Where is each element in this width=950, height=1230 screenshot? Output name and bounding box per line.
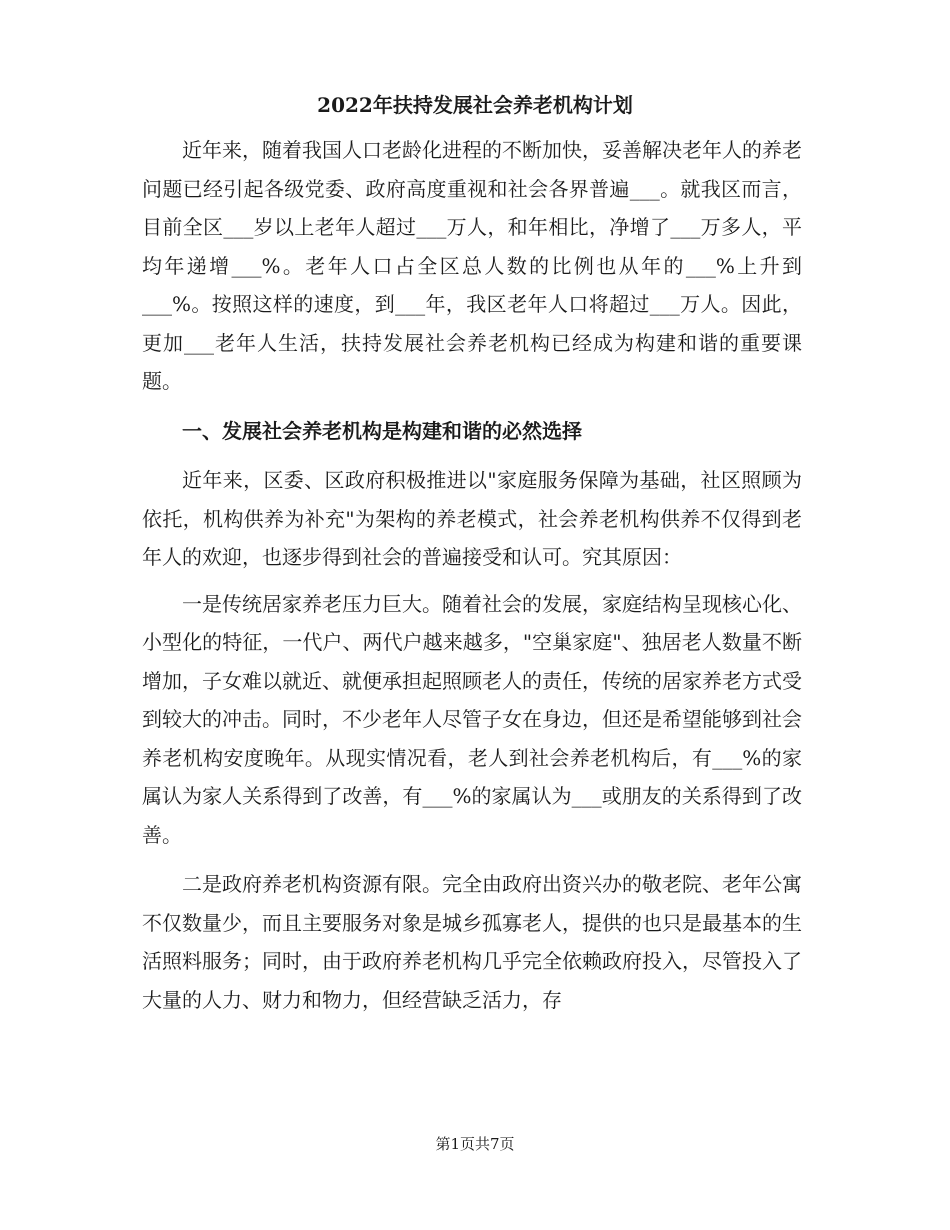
paragraph-point-one: 一是传统居家养老压力巨大。随着社会的发展，家庭结构呈现核心化、小型化的特征，一代户、两代户越来越多，"空巢家庭"、独居老人数量不断增加，子女难以就近、就便承担起照顾老人的责任，传统的居家养老方式受到较大的冲击。同时，不少老年人尽管子女在身边，但还是希望能够到社会养老机构安度晚年。从现实情况看，老人到社会养老机构后，有___%的家属认为家人关系得到了改善，有___%的家属认为___或朋友的关系得到了改善。 (142, 591, 802, 847)
document-body (142, 131, 802, 1030)
page-footer: 第1页共7页 (435, 1135, 515, 1153)
paragraph-reasons: 近年来，区委、区政府积极推进以"家庭服务保障为基础，社区照顾为依托，机构供养为补充"为架构的养老模式，社会养老机构供养不仅得到老年人的欢迎，也逐步得到社会的普遍接受和认可。究其原因： (142, 468, 802, 569)
paragraph-point-two: 二是政府养老机构资源有限。完全由政府出资兴办的敬老院、老年公寓不仅数量少，而且主要服务对象是城乡孤寡老人，提供的也只是最基本的生活照料服务；同时，由于政府养老机构几乎完全依赖政府投入，尽管投入了大量的人力、财力和物力，但经营缺乏活力，存 (142, 872, 802, 1012)
section-heading: 一、发展社会养老机构是构建和谐的必然选择 (182, 418, 582, 443)
paragraph-intro: 近年来，随着我国人口老龄化进程的不断加快，妥善解决老年人的养老问题已经引起各级党委、政府高度重视和社会各界普遍___。就我区而言，目前全区___岁以上老年人超过___万人，和年相比，净增了___万多人，平均年递增___%。老年人口占全区总人数的比例也从年的___%上升到___%。按照这样的速度，到___年，我区老年人口将超过___万人。因此，更加___老年人生活，扶持发展社会养老机构已经成为构建和谐的重要课题。 (142, 138, 802, 393)
page-title: 2022年扶持发展社会养老机构计划 (317, 93, 633, 117)
